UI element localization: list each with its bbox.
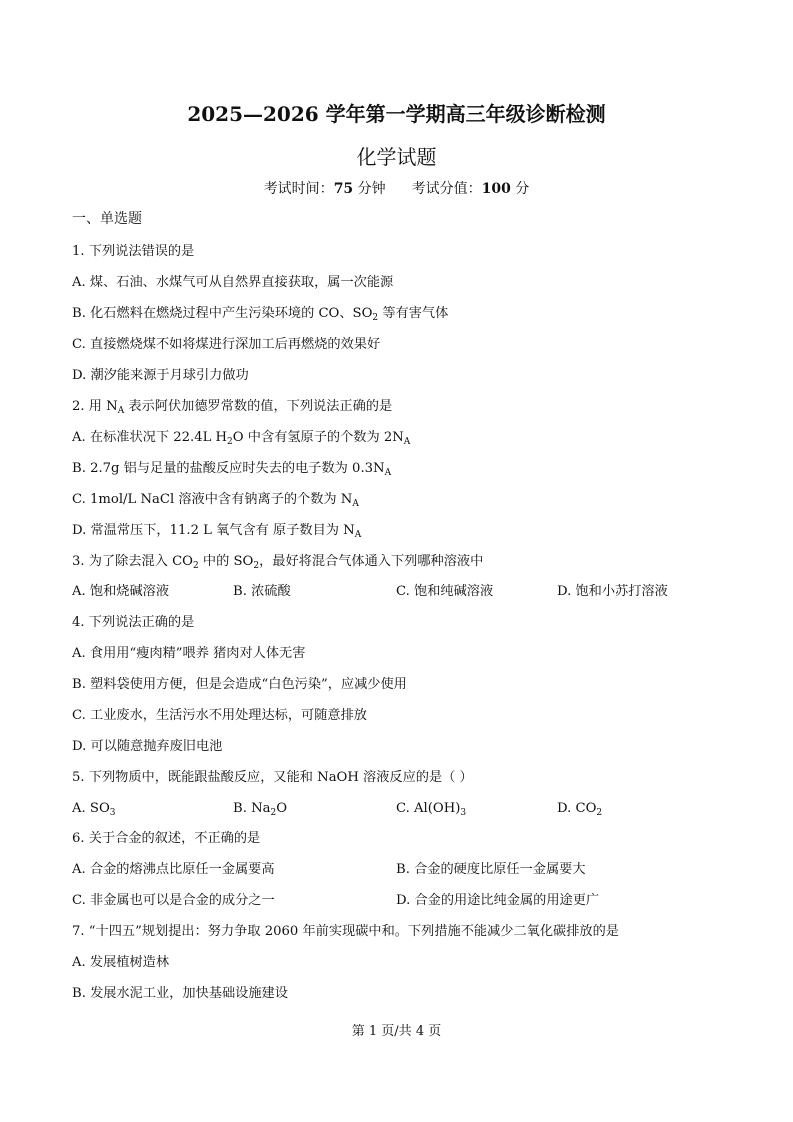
question-4-option-c: C. 工业废水，生活污水不用处理达标，可随意排放: [72, 708, 367, 723]
score-label: 考试分值：: [411, 181, 482, 197]
question-2-option-c: C. 1mol/L NaCl 溶液中含有钠离子的个数为 $N_A$: [72, 492, 359, 509]
time-unit: 分钟: [353, 181, 386, 197]
question-3-option-d: D. 饱和小苏打溶液: [557, 584, 668, 599]
question-2-stem: 2. 用 $N_A$ 表示阿伏加德罗常数的值，下列说法正确的是: [72, 399, 393, 416]
question-2-option-a: A. 在标准状况下 22.4L $H_2O$ 中含有氢原子的个数为 $2N_A$: [72, 430, 411, 447]
score-unit: 分: [510, 181, 530, 197]
question-1-option-c: C. 直接燃烧煤不如将煤进行深加工后再燃烧的效果好: [72, 337, 381, 352]
question-1-stem: 1. 下列说法错误的是: [72, 244, 195, 259]
question-3-stem: 3. 为了除去混入 $CO_2$ 中的 $SO_2$，最好将混合气体通入下列哪种溶液中: [72, 554, 484, 571]
exam-title: 2025—2026 学年第一学期高三年级诊断检测: [187, 102, 606, 126]
question-4-option-a: A. 食用用“瘦肉精”喂养 猪肉对人体无害: [72, 646, 306, 661]
page-footer: 第 1 页/共 4 页: [351, 1024, 442, 1039]
question-1-option-a: A. 煤、石油、水煤气可从自然界直接获取，属一次能源: [72, 275, 394, 290]
question-3-option-a: A. 饱和烧碱溶液: [72, 584, 170, 599]
section-heading: 一、单选题: [72, 211, 142, 227]
question-2-option-b: B. 2.7g 铝与足量的盐酸反应时失去的电子数为 $0.3N_A$: [72, 461, 392, 478]
time-value: 75: [333, 181, 354, 197]
question-7-stem: 7. “十四五”规划提出：努力争取 2060 年前实现碳中和。下列措施不能减少二氧化碳排放的是: [72, 924, 619, 939]
question-5-option-c: C. $Al(OH)_3$: [396, 801, 467, 818]
question-3-option-b: B. 浓硫酸: [233, 584, 291, 599]
question-5-option-a: A. $SO_3$: [72, 801, 116, 818]
question-6-option-a: A. 合金的熔沸点比原任一金属要高: [72, 862, 275, 877]
score-value: 100: [481, 181, 511, 197]
question-6-option-d: D. 合金的用途比纯金属的用途更广: [396, 893, 600, 908]
question-2-option-d: D. 常温常压下，11.2 L 氧气含有 原子数目为 $N_A$: [72, 523, 362, 540]
time-label: 考试时间：: [263, 181, 334, 197]
question-1-option-b: B. 化石燃料在燃烧过程中产生污染环境的 CO、$SO_2$ 等有害气体: [72, 306, 449, 323]
question-6-option-b: B. 合金的硬度比原任一金属要大: [396, 862, 586, 877]
question-5-option-b: B. $Na_2O$: [233, 801, 288, 818]
question-5-stem: 5. 下列物质中，既能跟盐酸反应，又能和 NaOH 溶液反应的是（ ）: [72, 770, 473, 785]
question-3-option-c: C. 饱和纯碱溶液: [396, 584, 494, 599]
question-4-option-d: D. 可以随意抛弃废旧电池: [72, 739, 223, 754]
question-6-stem: 6. 关于合金的叙述，不正确的是: [72, 831, 261, 846]
question-1-option-d: D. 潮汐能来源于月球引力做功: [72, 368, 249, 383]
question-6-option-c: C. 非金属也可以是合金的成分之一: [72, 893, 275, 908]
question-7-option-b: B. 发展水泥工业，加快基础设施建设: [72, 986, 288, 1001]
question-4-option-b: B. 塑料袋使用方便，但是会造成“白色污染”，应减少使用: [72, 677, 407, 692]
question-4-stem: 4. 下列说法正确的是: [72, 615, 195, 630]
question-7-option-a: A. 发展植树造林: [72, 955, 170, 970]
exam-subject: 化学试题: [356, 145, 437, 169]
question-5-option-d: D. $CO_2$: [557, 801, 603, 818]
exam-info: [0, 178, 793, 198]
